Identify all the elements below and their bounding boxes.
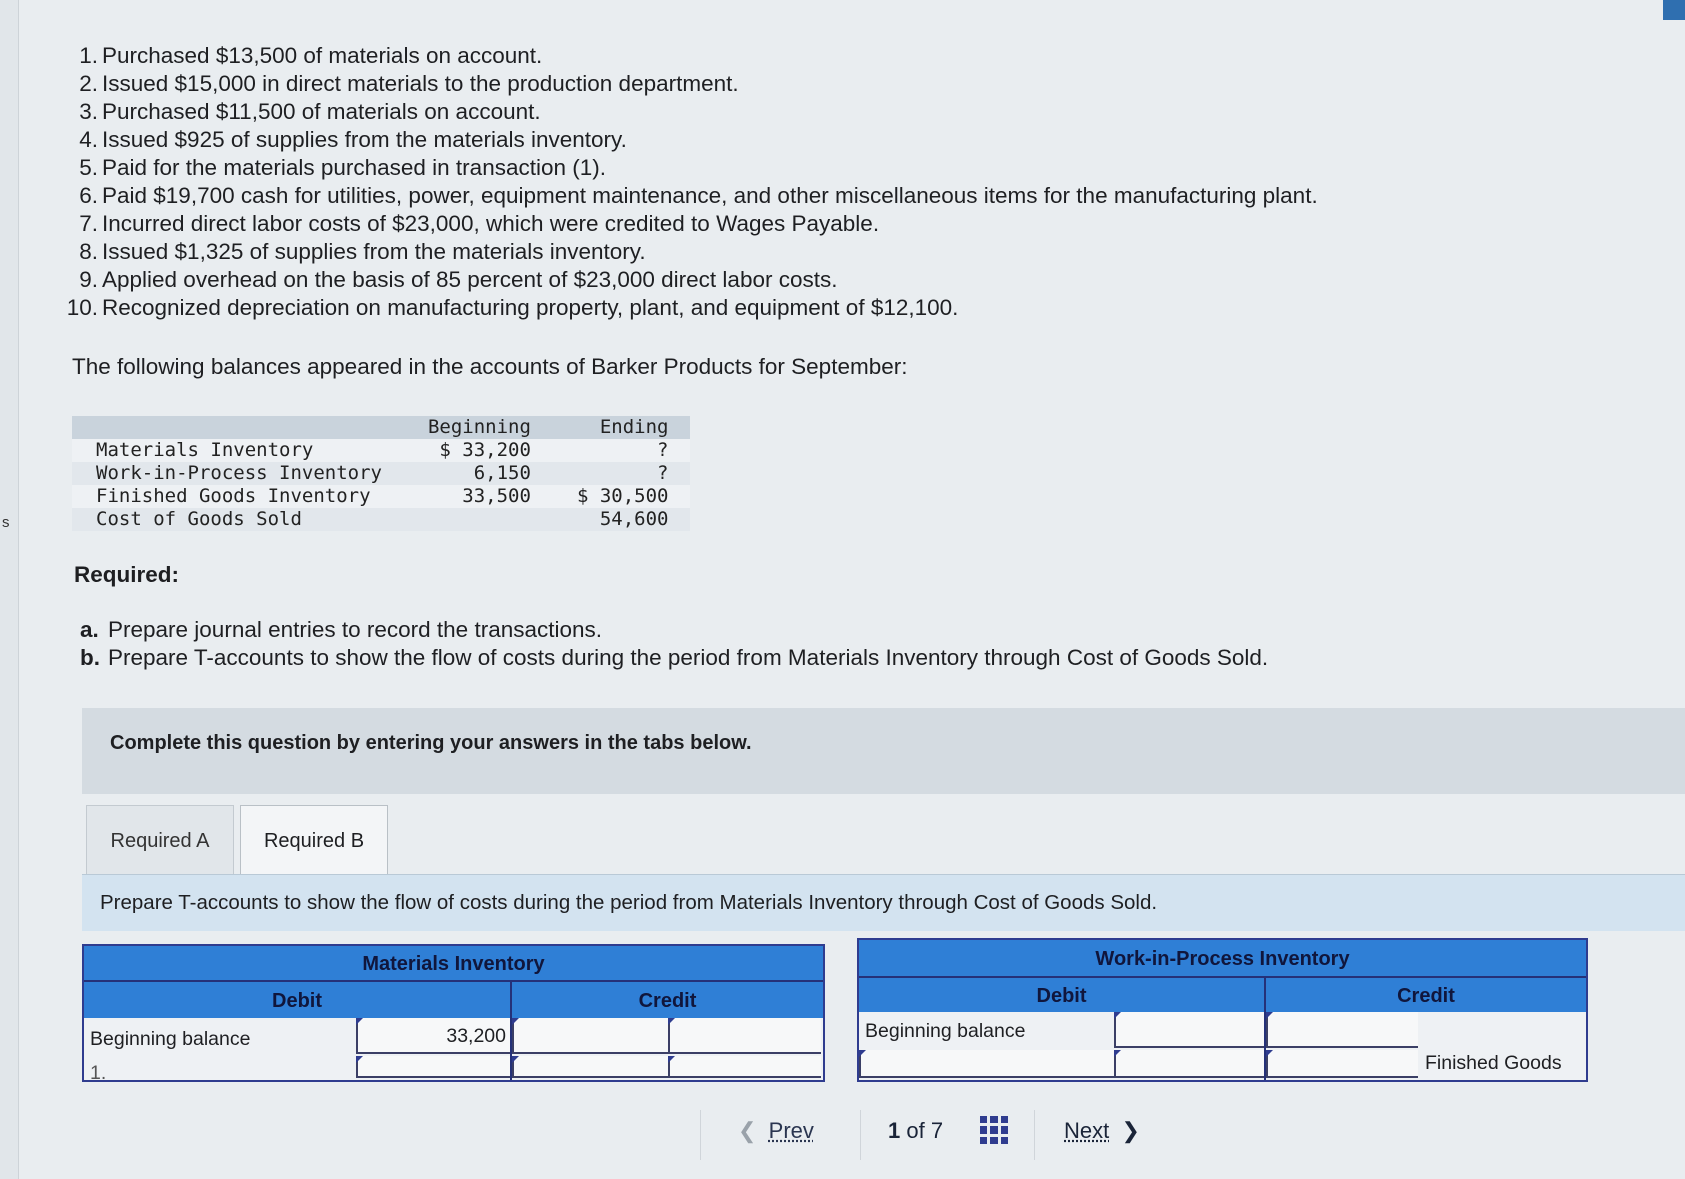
transaction-item: 8. Issued $1,325 of supplies from the materials inventory. — [79, 239, 646, 264]
debit-amount-field[interactable] — [356, 1056, 510, 1078]
transaction-list — [66, 42, 1318, 322]
sidebar-letter: s — [2, 514, 10, 531]
tab-required-a[interactable]: Required A — [86, 805, 234, 877]
required-item: a. Prepare journal entries to record the transactions. — [80, 617, 603, 642]
column-header: Ending — [553, 416, 691, 439]
table-row: Work-in-Process Inventory 6,150 ? — [72, 462, 690, 485]
transaction-item: 7. Incurred direct labor costs of $23,000, which were credited to Wages Payable. — [79, 211, 880, 236]
table-row: Finished Goods Inventory 33,500 $ 30,500 — [72, 485, 690, 508]
debit-account-field[interactable] — [859, 1050, 1114, 1078]
instructions-banner — [82, 708, 1685, 794]
required-item: b. Prepare T-accounts to show the flow of costs during the period from Materials Inventory through Cost of Goods Sold. — [80, 645, 1269, 670]
wip-inventory-t-account — [857, 938, 1588, 1082]
required-list — [80, 616, 1268, 672]
chevron-left-icon: ❮ — [738, 1118, 769, 1143]
balances-table — [72, 416, 690, 531]
transaction-item: 10. Recognized depreciation on manufacturing property, plant, and equipment of $12,100. — [66, 295, 959, 320]
corner-accent — [1663, 0, 1685, 20]
table-row: Materials Inventory $ 33,200 ? — [72, 439, 690, 462]
credit-header: Credit — [1266, 976, 1586, 1012]
balances-intro: The following balances appeared in the accounts of Barker Products for September: — [72, 354, 908, 379]
beginning-balance-amount[interactable] — [1114, 1012, 1264, 1048]
pagination-bar — [700, 1110, 1260, 1160]
tab-instruction-text: Prepare T-accounts to show the flow of costs during the period from Materials Inventory through Cost of Goods Sold. — [100, 891, 1158, 914]
transaction-item: 4. Issued $925 of supplies from the materials inventory. — [79, 127, 627, 152]
transaction-item: 5. Paid for the materials purchased in transaction (1). — [79, 155, 606, 180]
account-title: Work-in-Process Inventory — [859, 940, 1586, 976]
banner-text: Complete this question by entering your answers in the tabs below. — [110, 732, 752, 754]
beginning-balance-label: Beginning balance — [865, 1020, 1026, 1042]
column-header: Beginning — [404, 416, 553, 439]
table-header-row — [72, 416, 690, 439]
finished-goods-label: Finished Goods — [1425, 1052, 1562, 1074]
debit-header: Debit — [84, 980, 510, 1018]
divider — [1034, 1110, 1035, 1160]
debit-header: Debit — [859, 976, 1264, 1012]
tab-required-b[interactable]: Required B — [240, 805, 388, 877]
divider — [860, 1110, 861, 1160]
required-heading: Required: — [74, 562, 180, 587]
debit-amount-field[interactable] — [1114, 1050, 1264, 1078]
credit-amount-field[interactable] — [668, 1056, 821, 1078]
beginning-balance-label: Beginning balance — [90, 1028, 251, 1050]
credit-account-field[interactable] — [1266, 1050, 1418, 1078]
divider — [700, 1110, 701, 1160]
credit-account-field[interactable] — [512, 1018, 668, 1054]
chevron-right-icon: ❯ — [1109, 1118, 1140, 1143]
page-counter: 1 of 7 — [888, 1118, 944, 1143]
credit-account-field[interactable] — [512, 1056, 668, 1078]
tab-instruction-bar — [82, 874, 1685, 931]
left-panel-edge — [0, 0, 19, 1179]
credit-amount-field[interactable] — [668, 1018, 821, 1054]
transaction-item: 3. Purchased $11,500 of materials on account. — [79, 99, 541, 124]
account-title: Materials Inventory — [84, 946, 823, 980]
credit-header: Credit — [512, 980, 823, 1018]
credit-account-field[interactable] — [1266, 1012, 1418, 1048]
grid-icon[interactable] — [980, 1116, 1008, 1144]
transaction-ref-label: 1. — [90, 1062, 107, 1084]
transaction-item: 9. Applied overhead on the basis of 85 percent of $23,000 direct labor costs. — [79, 267, 838, 292]
prev-button[interactable]: ❮ Prev — [738, 1118, 814, 1143]
next-button[interactable]: Next ❯ — [1064, 1118, 1140, 1143]
table-row: Cost of Goods Sold 54,600 — [72, 508, 690, 531]
beginning-balance-amount[interactable]: 33,200 — [356, 1018, 510, 1054]
transaction-item: 1. Purchased $13,500 of materials on account. — [79, 43, 543, 68]
materials-inventory-t-account — [82, 944, 825, 1082]
transaction-item: 6. Paid $19,700 cash for utilities, power, equipment maintenance, and other miscellaneous items for the manufacturing plant. — [79, 183, 1318, 208]
transaction-item: 2. Issued $15,000 in direct materials to the production department. — [79, 71, 739, 96]
